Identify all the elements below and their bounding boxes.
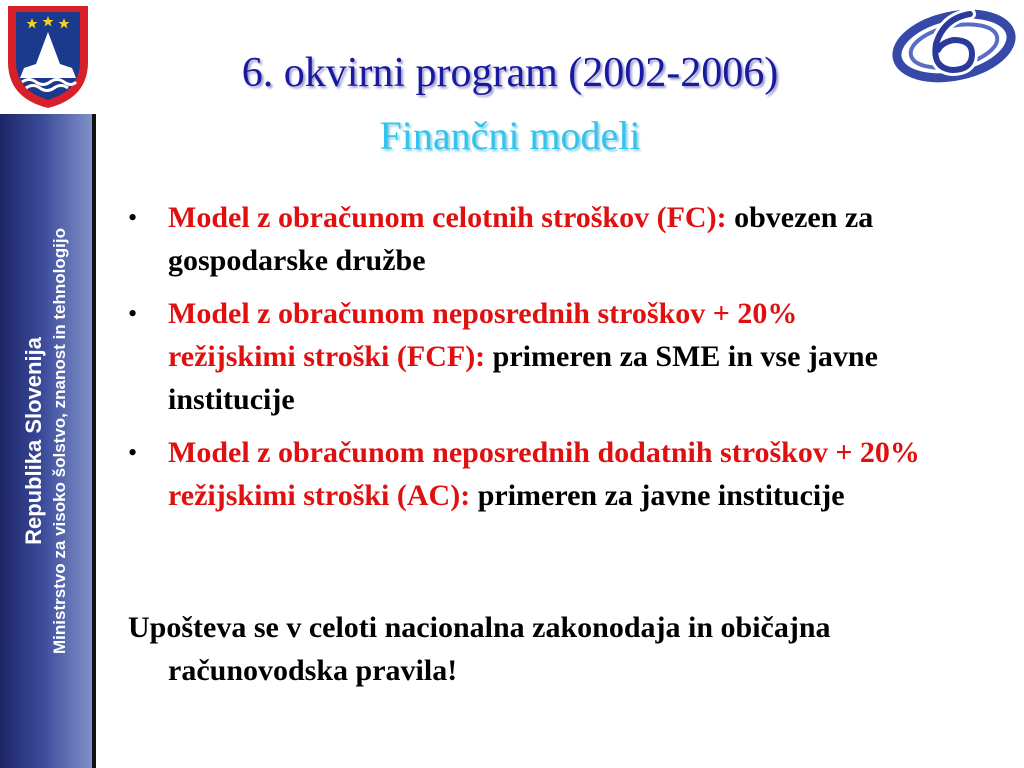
bullet-highlight: Model z obračunom neposrednih dodatnih stroškov + 20% režijskimi stroški (AC): xyxy=(168,436,920,512)
bullet-icon: • xyxy=(128,299,138,328)
bullet-highlight: Model z obračunom neposrednih stroškov + 20% režijskimi stroški (FCF): xyxy=(168,297,798,373)
list-item xyxy=(128,196,928,282)
bullet-highlight: Model z obračunom celotnih stroškov (FC): xyxy=(168,201,727,234)
bullet-icon: • xyxy=(128,203,138,232)
bullet-text: primeren za javne institucije xyxy=(470,479,845,512)
page-title: 6. okvirni program (2002-2006) xyxy=(241,50,779,96)
bullet-text: obvezen za gospodarske družbe xyxy=(168,201,874,277)
sidebar-caption xyxy=(20,131,72,751)
fp6-logo-icon xyxy=(892,4,1016,86)
closing-note: Upošteva se v celoti nacionalna zakonodaja in običajna računovodska pravila! xyxy=(128,611,831,687)
bullet-text: primeren za SME in vse javne institucije xyxy=(168,340,878,416)
list-item xyxy=(128,431,928,517)
slovenia-coat-of-arms-icon xyxy=(2,2,94,112)
sidebar-country-label: Republika Slovenija xyxy=(21,337,46,545)
bullet-icon: • xyxy=(128,438,138,467)
sidebar-ministry-label: Ministrstvo za visoko šolstvo, znanost in tehnologijo xyxy=(50,228,69,654)
list-item xyxy=(128,292,928,421)
sidebar-divider xyxy=(92,114,96,768)
bullet-list xyxy=(128,196,928,527)
page-subtitle: Finančni modeli xyxy=(379,113,641,158)
